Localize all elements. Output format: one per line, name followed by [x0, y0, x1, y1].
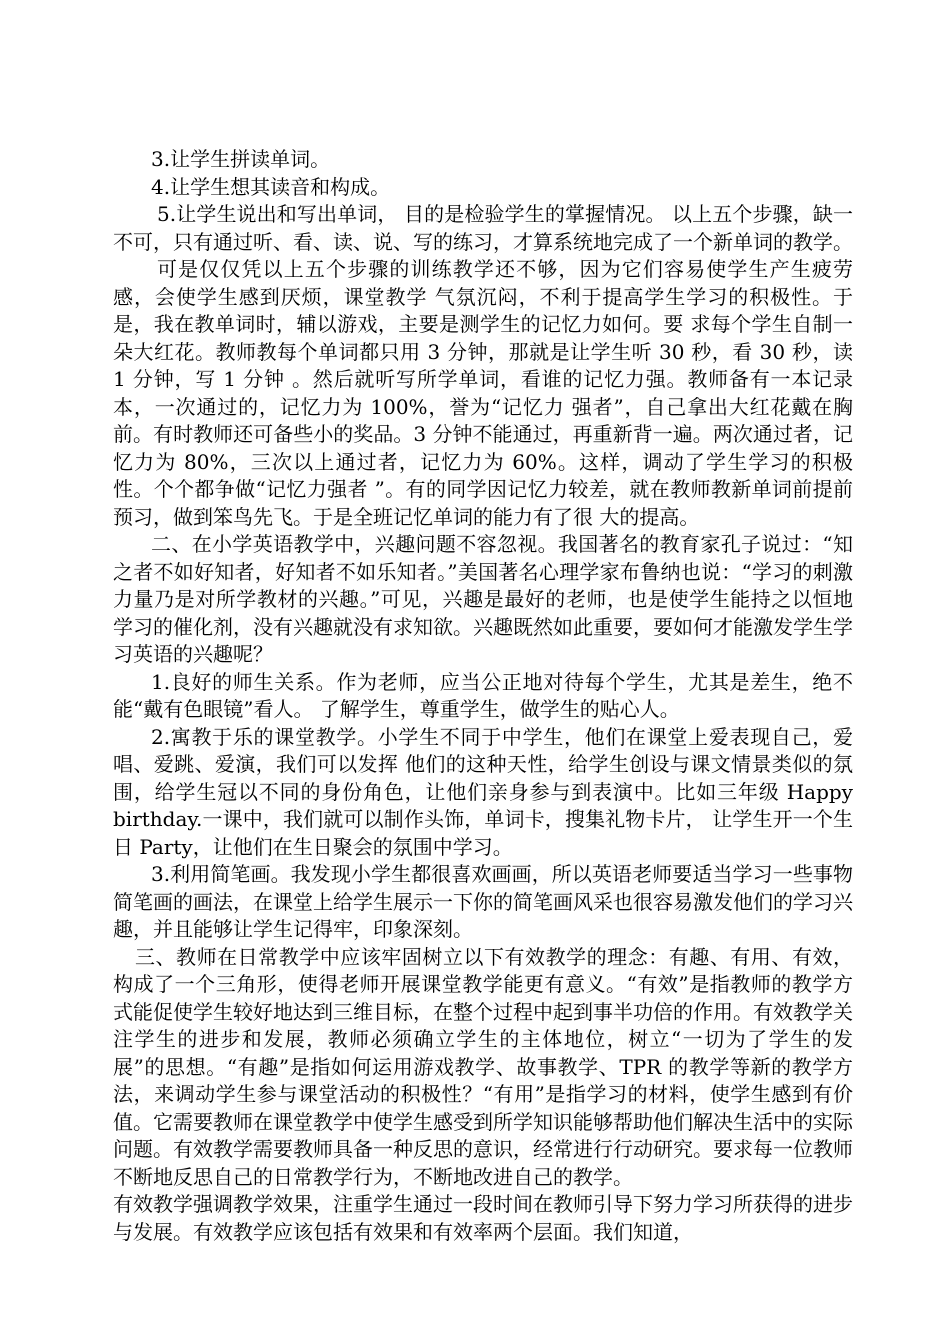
paragraph-step-5: 5.让学生说出和写出单词， 目的是检验学生的掌握情况。 以上五个步骤，缺一不可，只有通过听、看、读、说、写的练习，才算系统地完成了一个新单词的教学。 — [113, 202, 853, 254]
paragraph-stick-drawing: 3.利用简笔画。我发现小学生都很喜欢画画，所以英语老师要适当学习一些事物简笔画的画法，在课堂上给学生展示一下你的简笔画风采也很容易激发他们的学习兴趣，并且能够让学生记得牢，印象深刻。 — [113, 862, 853, 941]
paragraph-effective-teaching-results: 有效教学强调教学效果，注重学生通过一段时间在教师引导下努力学习所获得的进步与发展。有效教学应该包括有效果和有效率两个层面。我们知道， — [113, 1192, 853, 1244]
paragraph-fun-classroom: 2.寓教于乐的课堂教学。小学生不同于中学生，他们在课堂上爱表现自己，爱唱、爱跳、爱演，我们可以发挥 他们的这种天性，给学生创设与课文情景类似的氛围，给学生冠以不同的身份角色，让他们亲身参与到表演中。比如三年级 Happy birthday.一课中，我们就可以制作头饰，单词卡，搜集礼物卡片， 让学生开一个生日 Party，让他们在生日聚会的氛围中学习。 — [113, 724, 853, 859]
paragraph-step-3: 3.让学生拼读单词。 — [151, 147, 331, 171]
paragraph-section-3-effective-teaching: 三、教师在日常教学中应该牢固树立以下有效教学的理念：有趣、有用、有效，构成了一个三角形，使得老师开展课堂教学能更有意义。“有效”是指教师的教学方式能促使学生较好地达到三维目标，在整个过程中起到事半功倍的作用。有效教学关注学生的进步和发展，教师必须确立学生的主体地位，树立“一切为了学生的发展”的思想。“有趣”是指如何运用游戏教学、故事教学、TPR 的教学等新的教学方法，来调动学生参与课堂活动的积极性？“有用”是指学习的材料，使学生感到有价值。它需要教师在课堂教学中使学生感受到所学知识能够帮助他们解决生活中的实际问题。有效教学需要教师具备一种反思的意识，经常进行行动研究。要求每一位教师不断地反思自己的日常教学行为，不断地改进自己的教学。 — [113, 944, 853, 1189]
paragraph-section-2-interest: 二、在小学英语教学中，兴趣问题不容忽视。我国著名的教育家孔子说过：“知之者不如好知者，好知者不如乐知者。”美国著名心理学家布鲁纳也说：“学习的刺激力量乃是对所学教材的兴趣。”可见，兴趣是最好的老师，也是使学生能持之以恒地学习的催化剂，没有兴趣就没有求知欲。兴趣既然如此重要，要如何才能激发学生学习英语的兴趣呢？ — [113, 532, 853, 666]
paragraph-teacher-student-relationship: 1.良好的师生关系。作为老师，应当公正地对待每个学生，尤其是差生，绝不能“戴有色眼镜”看人。 了解学生，尊重学生，做学生的贴心人。 — [113, 669, 853, 721]
document-body — [113, 146, 853, 1246]
paragraph-memory-game: 可是仅仅凭以上五个步骤的训练教学还不够，因为它们容易使学生产生疲劳感，会使学生感到厌烦，课堂教学 气氛沉闷，不利于提高学生学习的积极性。于是，我在教单词时，辅以游戏，主要是测学生的记忆力如何。要 求每个学生自制一朵大红花。教师教每个单词都只用 3 分钟，那就是让学生听 30 秒，看 30 秒，读 1 分钟，写 1 分钟 。然后就听写所学单词，看谁的记忆力强。教师备有一本记录本，一次通过的，记忆力为 100%，誉为“记忆力 强者”，自己拿出大红花戴在胸前。有时教师还可备些小的奖品。3 分钟不能通过，再重新背一遍。两次通过者，记忆力为 80%，三次以上通过者，记忆力为 60%。这样，调动了学生学习的积极性。个个都争做“记忆力强者 ”。有的同学因记忆力较差，就在教师教新单词前提前预习，做到笨鸟先飞。于是全班记忆单词的能力有了很 大的提高。 — [113, 257, 853, 529]
paragraph-step-4: 4.让学生想其读音和构成。 — [151, 174, 391, 199]
